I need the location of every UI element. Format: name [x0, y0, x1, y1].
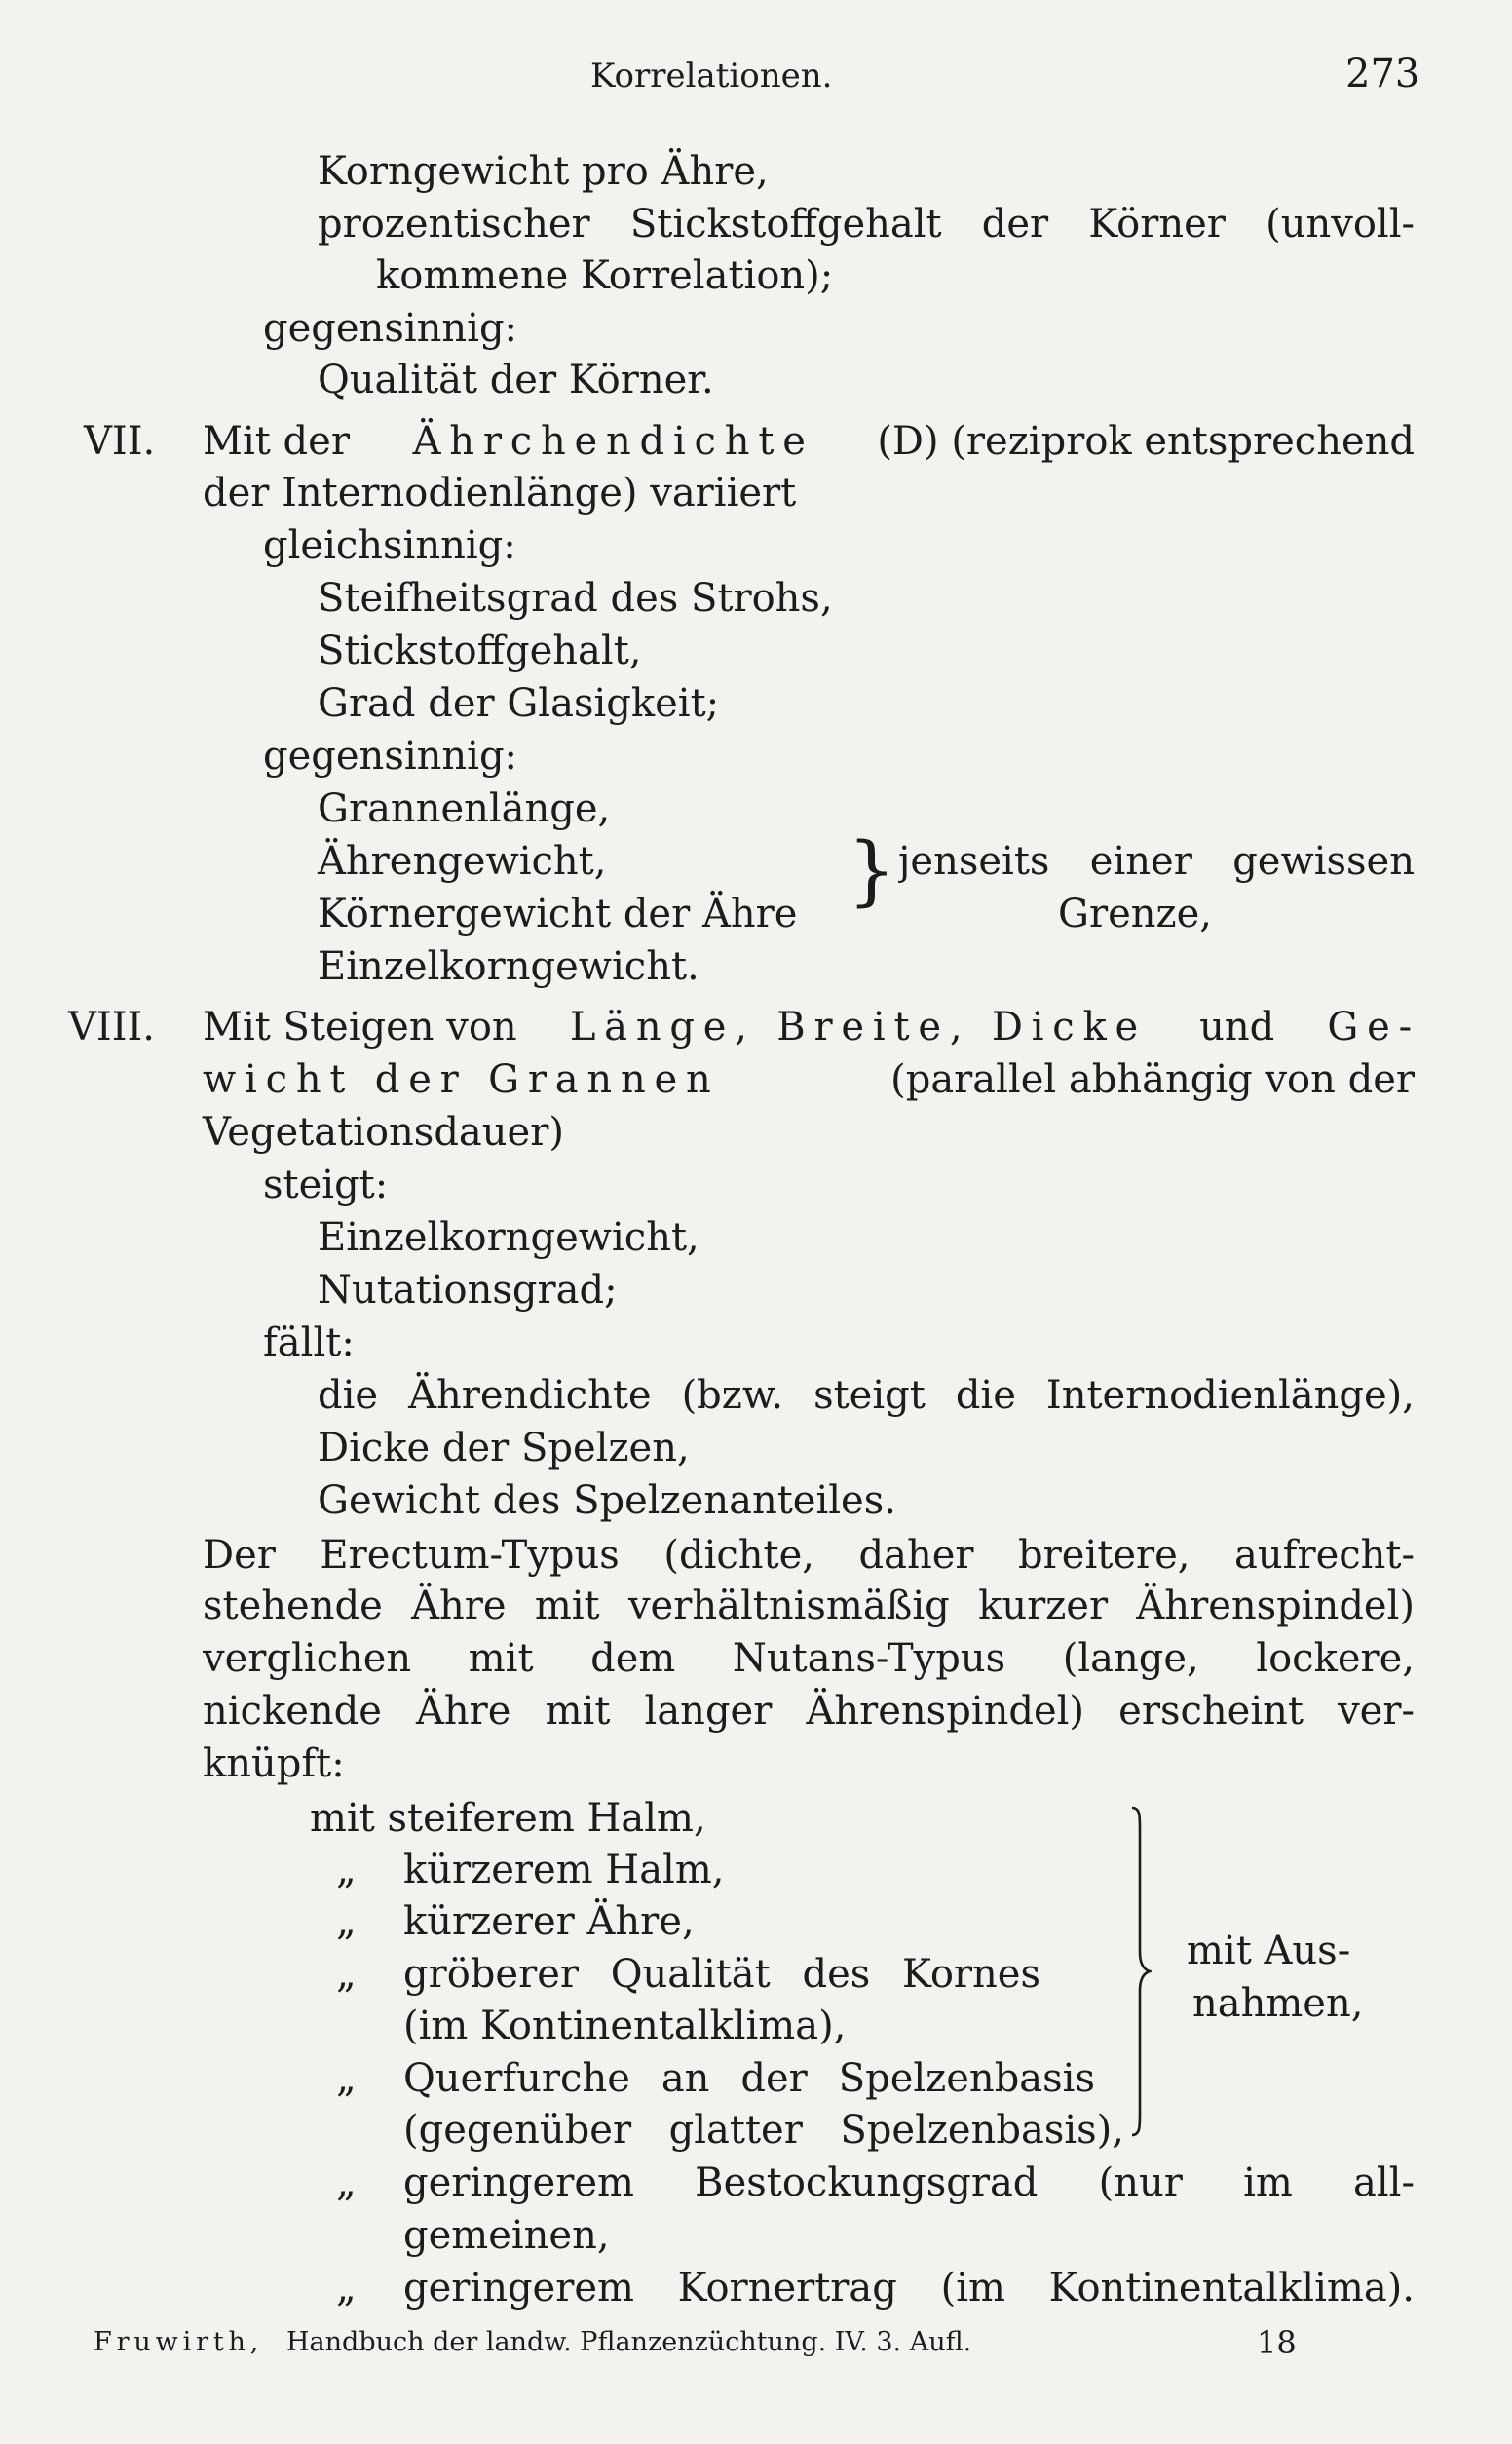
text-segment: (D) (reziprok entsprechend [877, 419, 1415, 464]
side-note: nahmen, [1192, 1981, 1364, 2026]
text-line: kürzerer Ähre, [403, 1899, 695, 1944]
right-brace [1130, 1806, 1152, 2137]
text-line: geringerem Bestockungsgrad (nur im all- [403, 2160, 1415, 2205]
text-segment: Mit Steigen von [203, 1005, 517, 1050]
text-line: Einzelkorngewicht. [318, 944, 699, 989]
spaced-term: Länge, Breite, Dicke [569, 1005, 1148, 1050]
text-line: der Internodienlänge) variiert [203, 471, 797, 516]
text-line: (im Kontinentalklima), [403, 2004, 847, 2048]
text-line: gröberer Qualität des Kornes [403, 1952, 1040, 1997]
spaced-term: wicht der Grannen [203, 1057, 720, 1102]
text-line: verglichen mit dem Nutans-Typus (lange, lockere, [203, 1636, 1415, 1681]
spaced-term: Ährchendichte [412, 419, 814, 464]
text-line: Grenze, [1058, 892, 1212, 936]
ditto-mark: „ [336, 1899, 357, 1944]
text-line: stehende Ähre mit verhältnismäßig kurzer Ährenspindel) [203, 1584, 1415, 1628]
footer-signature: 18 [1257, 2324, 1297, 2361]
text-line: kürzerem Halm, [403, 1848, 725, 1892]
text-line: Der Erectum-Typus (dichte, daher breitere, aufrecht- [203, 1533, 1415, 1578]
text-line: Stickstoffgehalt, [318, 629, 642, 673]
text-line: Grannenlänge, [318, 786, 611, 831]
text-line: Qualität der Körner. [318, 358, 714, 402]
side-note: mit Aus- [1187, 1928, 1351, 1973]
text-line: jenseits einer gewissen [898, 839, 1415, 884]
text-segment: Mit der [203, 419, 350, 464]
ditto-mark: „ [336, 1952, 357, 1997]
section-number: VII. [84, 419, 156, 464]
text-segment: und [1199, 1005, 1275, 1050]
text-line: Vegetationsdauer) [203, 1110, 564, 1155]
text-line: mit steiferem Halm, [310, 1796, 706, 1841]
text-line: knüpft: [203, 1741, 345, 1786]
running-header: Korrelationen. [590, 57, 833, 95]
text-line: Gewicht des Spelzenanteiles. [318, 1478, 896, 1523]
text-line: gegensinnig: [263, 734, 518, 779]
text-line: Dicke der Spelzen, [318, 1426, 690, 1470]
text-line: Grad der Glasigkeit; [318, 681, 720, 726]
ditto-mark: „ [336, 2266, 357, 2310]
text-line: gleichsinnig: [263, 523, 516, 568]
text-line: Einzelkorngewicht, [318, 1215, 699, 1260]
ditto-mark: „ [336, 2056, 357, 2101]
section-number: VIII. [68, 1005, 156, 1050]
text-line: Steifheitsgrad des Strohs, [318, 576, 833, 621]
text-line: kommene Korrelation); [376, 253, 834, 298]
text-line: nickende Ähre mit langer Ährenspindel) erscheint ver- [203, 1689, 1415, 1734]
text-line: steigt: [263, 1163, 389, 1207]
text-segment: (parallel abhängig von der [890, 1057, 1415, 1102]
text-line: fällt: [263, 1320, 355, 1365]
text-line: Korngewicht pro Ähre, [318, 149, 769, 194]
spaced-term: Ge- [1327, 1005, 1420, 1050]
text-line: Ährengewicht, [318, 839, 607, 884]
text-line: Körnergewicht der Ähre [318, 892, 798, 936]
text-line: geringerem Kornertrag (im Kontinentalklima). [403, 2266, 1415, 2310]
footer-book-title: Handbuch der landw. Pflanzenzüchtung. IV. 3. Aufl. [286, 2327, 972, 2357]
right-brace: } [848, 827, 896, 915]
text-line: die Ährendichte (bzw. steigt die Internodienlänge), [318, 1373, 1415, 1418]
text-line: Querfurche an der Spelzenbasis [403, 2056, 1095, 2101]
text-line: prozentischer Stickstoffgehalt der Körner (unvoll- [318, 202, 1415, 247]
text-line [203, 416, 1415, 467]
text-line: gegensinnig: [263, 306, 518, 351]
text-line: Nutationsgrad; [318, 1268, 618, 1313]
footer-author: Fruwirth, [94, 2327, 264, 2357]
text-line: gemeinen, [403, 2213, 610, 2258]
page-number: 273 [1345, 52, 1420, 96]
text-line [203, 1002, 1420, 1052]
ditto-mark: „ [336, 2160, 357, 2205]
text-line: (gegenüber glatter Spelzenbasis), [403, 2108, 1124, 2153]
text-line [203, 1054, 1415, 1105]
ditto-mark: „ [336, 1848, 357, 1892]
